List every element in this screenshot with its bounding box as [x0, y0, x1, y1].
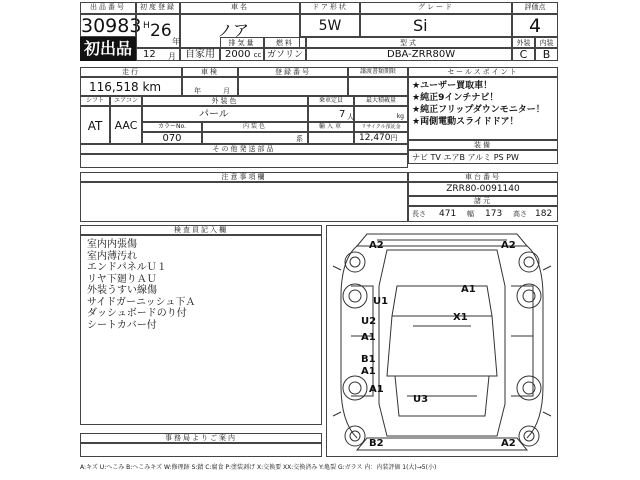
equipment-label-cell	[408, 140, 558, 150]
reg-month-unit: 月	[168, 52, 176, 61]
name-label-cell	[180, 2, 300, 14]
ext-label: 外装	[512, 37, 535, 48]
dims-cell	[408, 206, 558, 222]
damage-a2-rear-right: A2	[501, 438, 516, 449]
mileage-unit: km	[142, 80, 162, 94]
width-label: 幅	[467, 210, 474, 218]
damage-b1: B1	[361, 354, 376, 365]
usage: 自家用	[180, 48, 220, 61]
damage-x1: X1	[453, 312, 468, 323]
ac-label: エアコン	[110, 96, 142, 106]
damage-a1-hood: A1	[461, 284, 476, 295]
displacement-unit: cc	[253, 51, 262, 59]
reg-month-cell	[136, 48, 180, 61]
other-parts-label-cell	[80, 144, 408, 154]
dims-label: 諸元	[474, 197, 492, 205]
displacement-label: 排気量	[228, 39, 256, 47]
sales-point: ★両側電動スライドドア！	[412, 117, 519, 127]
damage-a2-front-right: A2	[501, 240, 516, 251]
displacement-cell	[220, 48, 264, 61]
notes-value	[80, 182, 408, 222]
recycle-label-cell	[348, 67, 408, 77]
inspection-label: 車検	[201, 68, 219, 76]
width: 173	[485, 209, 503, 219]
car-name: ノア	[180, 14, 300, 48]
first-reg-label-cell	[136, 2, 180, 14]
door-label: ドア形状	[312, 3, 348, 11]
colorno: 070	[142, 132, 202, 144]
name-label: 車名	[231, 3, 249, 11]
inspection-label-cell	[182, 67, 238, 77]
recycle-fee: 12,470	[359, 133, 391, 143]
legend: A:キズ U:へこみ B:へこみキズ W:修理跡 S:錆 C:腐食 P:塗装剥げ X:交換要 XX:交換済み Y:亀裂 G:ガラス 内：内装評価 1(大)→5(小)	[80, 464, 437, 471]
inspector-label: 検査員記入欄	[174, 226, 228, 234]
damage-b2: B2	[369, 438, 384, 449]
ext-grade: C	[512, 48, 535, 61]
length-label: 長さ	[412, 210, 426, 218]
capacity-unit: 人	[347, 113, 354, 121]
office-value	[80, 443, 322, 457]
ac: AAC	[110, 106, 142, 144]
era: H	[143, 21, 150, 31]
color-label-cell	[142, 96, 308, 106]
damage-diagram	[326, 225, 558, 457]
color: パール	[142, 106, 308, 122]
first-reg-cell	[136, 14, 180, 48]
inspector-note: 室内薄汚れ	[87, 250, 137, 262]
office-label: 事務局よりご案内	[165, 434, 237, 442]
capacity-cell	[308, 106, 354, 122]
intcolor-cell	[202, 132, 308, 144]
sales-label-cell	[408, 67, 558, 77]
capacity-label: 乗車定員	[308, 96, 354, 106]
score-label: 評価点	[524, 3, 546, 11]
lot-number: 30983	[81, 15, 142, 37]
inspector-notes	[80, 235, 322, 425]
grade-label: グレード	[418, 3, 454, 11]
plate-label-cell	[238, 67, 348, 77]
fuel: ガソリン	[264, 48, 306, 61]
height: 182	[535, 209, 553, 219]
frame-label-cell	[408, 172, 558, 182]
equipment-label: 装備	[474, 141, 492, 149]
shift-label: シフト	[80, 96, 110, 106]
damage-a2-front-left: A2	[369, 240, 384, 251]
import-label: 輸入車	[308, 122, 354, 132]
damage-a1-rear: A1	[369, 384, 384, 395]
displacement: 2000	[225, 49, 251, 60]
inspector-note: シートカバー付	[87, 319, 157, 331]
intcolor-label: 内装色	[202, 122, 308, 132]
first-reg-label: 初度登録	[140, 3, 176, 11]
inspector-note: ダッシュボードのり付	[87, 308, 187, 319]
sales-label: セールスポイント	[447, 68, 519, 76]
sales-point: ★ユーザー買取車！	[412, 81, 493, 91]
grade: Si	[360, 14, 512, 37]
score: 4	[512, 14, 558, 37]
reg-year-unit: 年	[172, 37, 180, 46]
notes-label: 注意事項欄	[221, 173, 267, 181]
sales-point: ★純正フリップダウンモニター！	[412, 105, 545, 115]
sales-points	[408, 77, 558, 140]
inspection-cell	[182, 77, 238, 96]
other-parts-label: その他発送部品	[212, 145, 276, 153]
model-label-cell	[306, 37, 512, 48]
inspector-note: リヤ下廻りＡＵ	[87, 273, 157, 285]
reg-year: 26	[150, 21, 172, 41]
fuel-label: 燃料	[276, 39, 294, 47]
lot-label-cell	[80, 2, 136, 14]
mileage: 116,518	[89, 80, 139, 94]
import-value	[308, 132, 354, 144]
load-cell	[354, 106, 408, 122]
intcolor-unit: 系	[296, 135, 303, 143]
inspector-note: 外装うすい線傷	[87, 285, 157, 296]
score-label-cell	[512, 2, 558, 14]
damage-u1: U1	[373, 296, 389, 307]
damage-a1-left1: A1	[361, 332, 376, 343]
damage-a1-left2: A1	[361, 366, 376, 377]
plate	[238, 77, 348, 96]
int-grade: B	[535, 48, 558, 61]
plate-label: 登録番号	[275, 68, 311, 76]
equipment-value: ナビ TV エアB アルミ PS PW	[408, 150, 558, 164]
recycle-fee-label: リサイクル預託金	[354, 122, 408, 132]
frame-number: ZRR80-0091140	[408, 182, 558, 196]
lot-label: 出品番号	[90, 3, 126, 11]
grade-label-cell	[360, 2, 512, 14]
inspector-note: サイドガーニッシュ下Ａ	[87, 296, 196, 308]
displacement-label-cell	[220, 37, 264, 48]
first-sale-badge: 初出品	[80, 37, 136, 61]
inspection-month-unit: 月	[223, 87, 230, 95]
damage-u2: U2	[361, 316, 377, 327]
recycle-value	[348, 77, 408, 96]
capacity: 7	[339, 109, 346, 120]
length: 471	[439, 209, 457, 219]
model-label: 型式	[400, 39, 418, 47]
sales-point: ★純正9インチナビ！	[412, 93, 499, 103]
mileage-cell	[80, 77, 182, 96]
door-type: 5W	[300, 14, 360, 37]
inspector-note: 室内内張傷	[87, 239, 137, 250]
model: DBA-ZRR80W	[306, 48, 512, 61]
recycle-fee-cell	[354, 132, 408, 144]
frame-label: 車台番号	[465, 173, 501, 181]
door-label-cell	[300, 2, 360, 14]
inspector-label-cell	[80, 225, 322, 235]
height-label: 高さ	[513, 210, 527, 218]
reg-month: 12	[143, 49, 156, 60]
int-label: 内装	[535, 37, 558, 48]
recycle-label: 譲渡書類期限	[359, 68, 396, 75]
recycle-fee-unit: 円	[390, 134, 398, 142]
dims-label-cell	[408, 196, 558, 206]
colorno-label: カラーNo.	[142, 122, 202, 132]
fuel-label-cell	[264, 37, 306, 48]
load-label: 最大積載量	[354, 96, 408, 106]
mileage-label: 走行	[122, 68, 140, 76]
damage-u3: U3	[413, 394, 429, 405]
shift: AT	[80, 106, 110, 144]
notes-label-cell	[80, 172, 408, 182]
mileage-label-cell	[80, 67, 182, 77]
inspection-year-unit: 年	[194, 87, 201, 95]
color-label: 外装色	[211, 97, 239, 105]
office-label-cell	[80, 433, 322, 443]
inspector-note: エンドパネルＵ１	[87, 262, 167, 273]
load-unit: kg	[396, 113, 404, 120]
other-parts-value	[80, 154, 408, 168]
